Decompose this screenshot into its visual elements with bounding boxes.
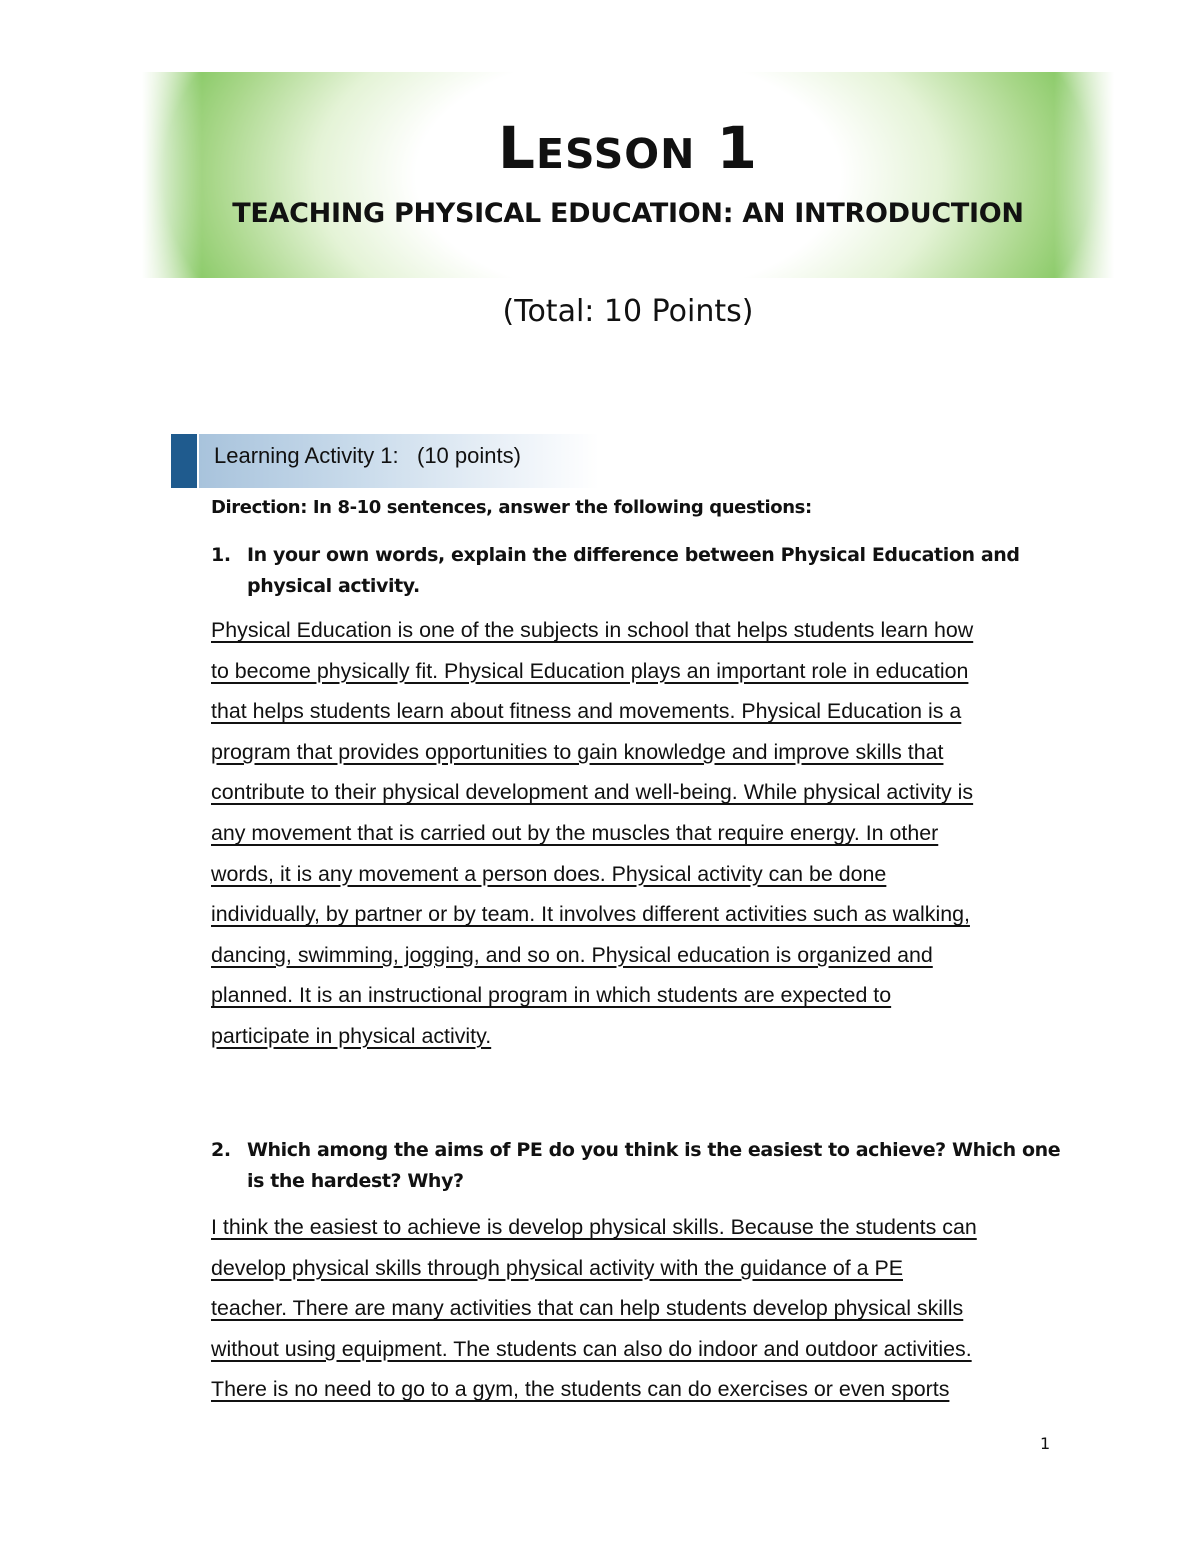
answer-line-text: contribute to their physical development and well-being. While physical activity is	[211, 780, 974, 805]
answer-line-text: There is no need to go to a gym, the students can do exercises or even sports	[211, 1377, 950, 1402]
question-number: 2.	[211, 1139, 231, 1161]
activity-accent-bar	[171, 434, 197, 488]
answer-line	[211, 651, 1071, 692]
question-2	[211, 1135, 1071, 1197]
answer-1	[211, 610, 1071, 1057]
page-number: 1	[1040, 1434, 1051, 1453]
answer-line	[211, 935, 1071, 976]
answer-line-text: teacher. There are many activities that can help students develop physical skills	[211, 1296, 964, 1321]
answer-line	[211, 1369, 1071, 1410]
answer-line	[211, 610, 1071, 651]
lesson-subtitle: TEACHING PHYSICAL EDUCATION: AN INTRODUCTION	[232, 198, 1024, 229]
answer-line-text: any movement that is carried out by the muscles that require energy. In other	[211, 820, 939, 845]
answer-line	[211, 1248, 1071, 1289]
answer-line	[211, 1329, 1071, 1370]
answer-line-text: without using equipment. The students can also do indoor and outdoor activities.	[211, 1336, 972, 1361]
activity-label: Learning Activity 1: (10 points)	[214, 443, 521, 468]
answer-line-text: words, it is any movement a person does. Physical activity can be done	[211, 861, 887, 886]
answer-line	[211, 894, 1071, 935]
answer-line-text: Physical Education is one of the subjects in school that helps students learn how	[211, 618, 974, 642]
answer-line	[211, 772, 1071, 813]
answer-line	[211, 854, 1071, 895]
question-text: Which among the aims of PE do you think is the easiest to achieve? Which one is the hardest? Why?	[247, 1139, 1061, 1192]
answer-line	[211, 1288, 1071, 1329]
answer-line-text: program that provides opportunities to gain knowledge and improve skills that	[211, 739, 944, 764]
answer-2	[211, 1207, 1071, 1410]
answer-line	[211, 813, 1071, 854]
answer-line	[211, 975, 1071, 1016]
total-points: (Total: 10 Points)	[502, 294, 754, 329]
answer-line-text: develop physical skills through physical activity with the guidance of a PE	[211, 1255, 903, 1280]
answer-line-text: participate in physical activity.	[211, 1023, 492, 1048]
answer-line-text: dancing, swimming, jogging, and so on. Physical education is organized and	[211, 942, 933, 967]
answer-line	[211, 1207, 1071, 1248]
question-1	[211, 540, 1071, 602]
answer-line	[211, 1016, 1071, 1057]
answer-line	[211, 691, 1071, 732]
question-number: 1.	[211, 544, 231, 566]
answer-line-text: individually, by partner or by team. It involves different activities such as walking,	[211, 902, 970, 927]
answer-line-text: planned. It is an instructional program in which students are expected to	[211, 983, 892, 1008]
answer-line-text: I think the easiest to achieve is develop physical skills. Because the students can	[211, 1215, 977, 1239]
question-text: In your own words, explain the difference between Physical Education and physical activity.	[247, 544, 1020, 597]
answer-line	[211, 732, 1071, 773]
answer-line-text: to become physically fit. Physical Education plays an important role in education	[211, 658, 969, 683]
answer-line-text: that helps students learn about fitness and movements. Physical Education is a	[211, 699, 962, 724]
direction-text: Direction: In 8-10 sentences, answer the following questions:	[211, 497, 812, 518]
lesson-title: Lesson 1	[498, 114, 758, 182]
